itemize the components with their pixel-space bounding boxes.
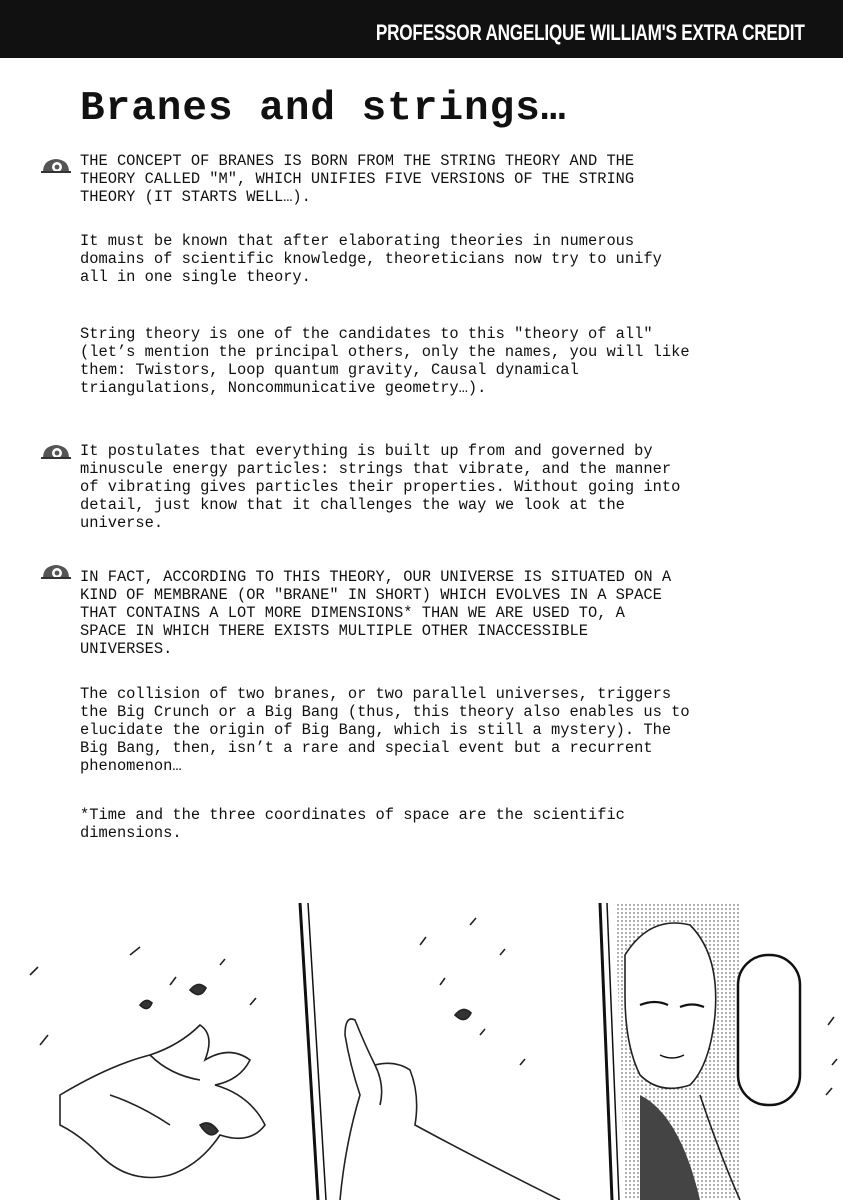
snail-shell-icon: [41, 157, 71, 173]
snail-shell-icon: [41, 443, 71, 459]
manga-illustration: [0, 895, 843, 1200]
header-bar: [0, 0, 843, 58]
paragraph-vibrating-strings: It postulates that everything is built up from and governed by minuscule energy particles: strings that vibrate, and the manner of vibrating gives particles their properties. Without going into detail, just know that it challenges the way we look at the universe.: [80, 442, 681, 532]
panel-border: [300, 903, 318, 1200]
paragraph-brane-collision: The collision of two branes, or two parallel universes, triggers the Big Crunch or a Big Bang (thus, this theory also enables us to elucidate the origin of Big Bang, which is still a mystery). The Big Bang, then, isn’t a rare and special event but a recurrent phenomenon…: [80, 685, 690, 775]
paragraph-branes-concept: THE CONCEPT OF BRANES IS BORN FROM THE STRING THEORY AND THE THEORY CALLED "M", WHICH UNIFIES FIVE VERSIONS OF THE STRING THEORY (IT STARTS WELL…).: [80, 152, 635, 206]
page-title: Branes and strings…: [80, 86, 567, 132]
reaching-arm-drawing: [340, 918, 560, 1200]
paragraph-membrane: IN FACT, ACCORDING TO THIS THEORY, OUR UNIVERSE IS SITUATED ON A KIND OF MEMBRANE (OR "BRANE" IN SHORT) WHICH EVOLVES IN A SPACE THAT CONTAINS A LOT MORE DIMENSIONS* THAN WE ARE USED TO, A SPACE IN WHICH THERE EXISTS MULTIPLE OTHER INACCESSIBLE UNIVERSES.: [80, 568, 672, 658]
panel-border: [308, 903, 326, 1200]
footnote-dimensions: *Time and the three coordinates of space are the scientific dimensions.: [80, 806, 625, 842]
header-title: PROFESSOR ANGELIQUE WILLIAM'S EXTRA CREDIT: [376, 20, 805, 45]
panel-border: [600, 903, 612, 1200]
snail-shell-icon: [41, 563, 71, 579]
character-portrait-drawing: [615, 903, 837, 1200]
paragraph-unify-theories: It must be known that after elaborating theories in numerous domains of scientific knowledge, theoreticians now try to unify all in one single theory.: [80, 232, 662, 286]
dissolving-hand-drawing: [30, 947, 265, 1178]
paragraph-theory-of-all: String theory is one of the candidates to this "theory of all" (let’s mention the principal others, only the names, you will like them: Twistors, Loop quantum gravity, Causal dynamical triangulations, Noncommunicative geometry…).: [80, 325, 690, 397]
